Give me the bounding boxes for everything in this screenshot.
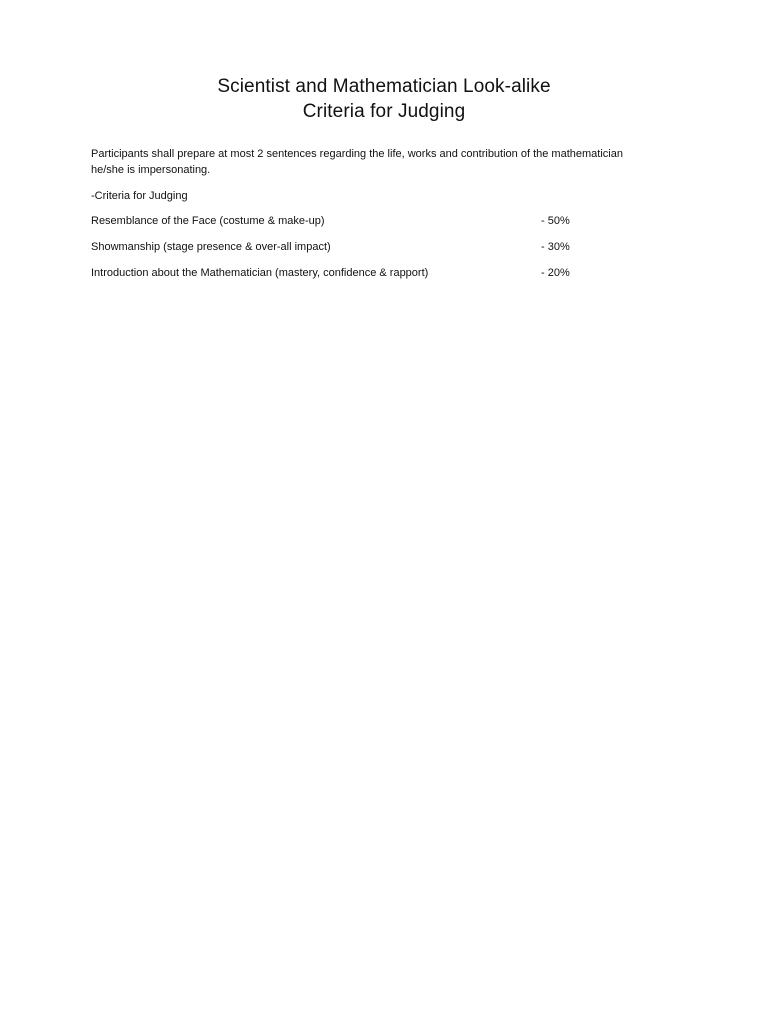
criteria-label: Resemblance of the Face (costume & make-up) <box>91 215 325 227</box>
criteria-weight: - 30% <box>541 241 570 253</box>
criteria-list <box>91 213 611 291</box>
title-line-2: Criteria for Judging <box>302 101 466 122</box>
document-title <box>0 74 768 124</box>
criteria-item <box>91 213 611 239</box>
criteria-item <box>91 265 611 291</box>
criteria-heading: -Criteria for Judging <box>91 190 188 202</box>
criteria-label: Showmanship (stage presence & over-all impact) <box>91 241 331 253</box>
criteria-label: Introduction about the Mathematician (mastery, confidence & rapport) <box>91 267 429 279</box>
title-line-1: Scientist and Mathematician Look-alike <box>217 76 551 97</box>
criteria-item <box>91 239 611 265</box>
criteria-weight: - 20% <box>541 267 570 279</box>
criteria-weight: - 50% <box>541 215 570 227</box>
intro-paragraph: Participants shall prepare at most 2 sentences regarding the life, works and contribution of the mathematician he/she is impersonating. <box>91 148 623 176</box>
